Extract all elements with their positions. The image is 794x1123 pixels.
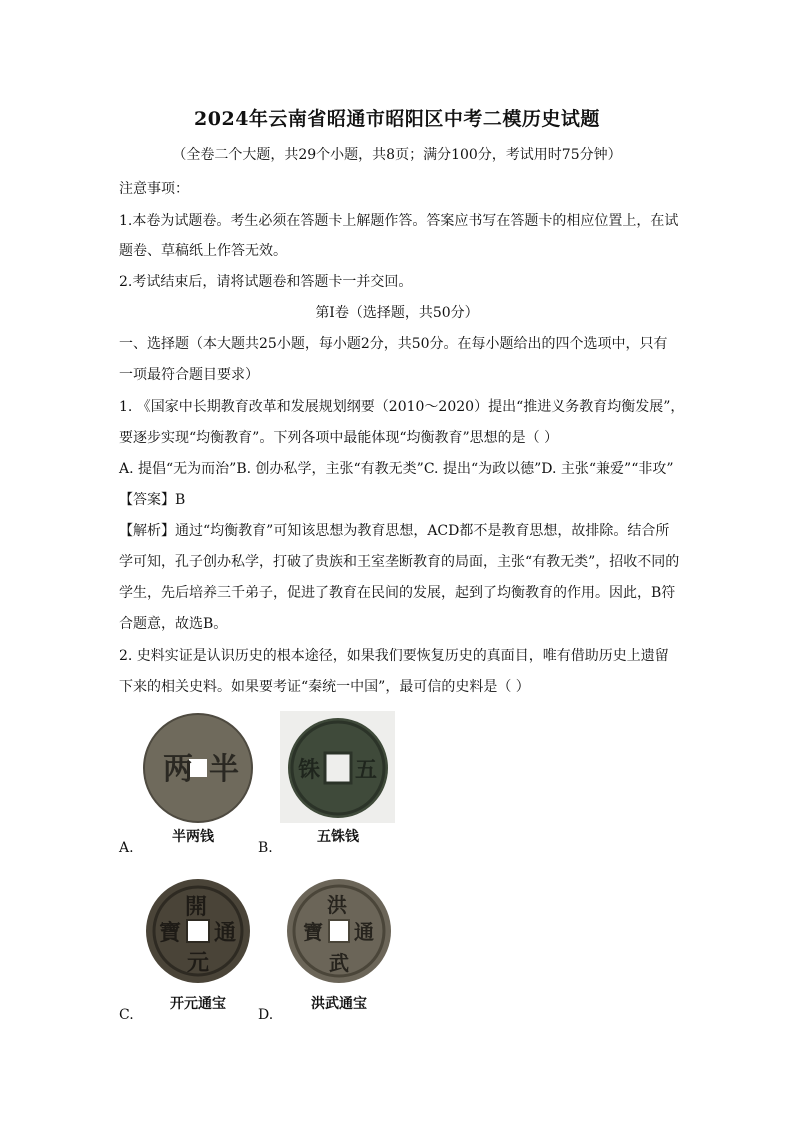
question-1-line-2: 要逐步实现“均衡教育”。下列各项中最能体现“均衡教育”思想的是（ ） [119, 430, 559, 446]
notice-2: 2.考试结束后，请将试题卷和答题卡一并交回。 [119, 274, 413, 290]
coin-char: 五 [355, 757, 378, 783]
coin-image-wu-zhu [283, 713, 393, 823]
coin-char: 開 [185, 894, 208, 920]
part-title: 第Ⅰ卷（选择题，共50分） [315, 305, 479, 321]
coin-char: 通 [214, 920, 237, 946]
coin-char: 元 [187, 950, 210, 976]
notice-1-line-2: 题卷、草稿纸上作答无效。 [119, 243, 287, 259]
coin-image-kai-yuan [143, 876, 253, 986]
notice-heading: 注意事项： [119, 181, 189, 197]
question-2-line-1: 2. 史料实证是认识历史的根本途径，如果我们要恢复历史的真面目，唯有借助历史上遗留 [119, 648, 669, 664]
coin-char: 通 [354, 920, 374, 944]
coin-square-hole [329, 920, 349, 942]
coin-char: 武 [329, 951, 349, 975]
notice-1-line-1: 1.本卷为试题卷。考生必须在答题卡上解题作答。答案应书写在答题卡的相应位置上，在试 [119, 213, 679, 229]
option-d-letter: D. [258, 1007, 274, 1023]
question-1-analysis-line-2: 学可知，孔子创办私学，打破了贵族和王室垄断教育的局面，主张“有教无类”，招收不同的 [119, 554, 680, 570]
section-heading-line-2: 一项最符合题目要求） [119, 367, 259, 383]
coin-square-hole [325, 753, 351, 783]
question-1-options: A. 提倡“无为而治”B. 创办私学，主张“有教无类”C. 提出“为政以德”D. 主张“兼爱”“非攻” [119, 461, 674, 477]
coin-square-hole [187, 920, 209, 942]
section-heading-line-1: 一、选择题（本大题共25小题，每小题2分，共50分。在每小题给出的四个选项中，只有 [119, 336, 668, 352]
question-2-line-2: 下来的相关史料。如果要考证“秦统一中国”，最可信的史料是（ ） [119, 679, 530, 695]
option-c-letter: C. [119, 1007, 134, 1023]
coin-image-hong-wu [284, 876, 394, 986]
option-b-letter: B. [258, 840, 273, 856]
page-title: 2024年云南省昭通市昭阳区中考二模历史试题 [194, 108, 600, 130]
question-1-answer: 【答案】B [119, 492, 186, 508]
coin-char: 洪 [327, 893, 347, 917]
exam-info: （全卷二个大题，共29个小题，共8页；满分100分，考试用时75分钟） [172, 147, 622, 163]
option-a-letter: A. [119, 840, 134, 856]
question-1-analysis-line-3: 学生，先后培养三千弟子，促进了教育在民间的发展，起到了均衡教育的作用。因此，B符 [119, 585, 676, 601]
option-d-caption: 洪武通宝 [311, 996, 367, 1012]
coin-char: 寶 [303, 920, 323, 944]
question-1-line-1: 1. 《国家中长期教育改革和发展规划纲要（2010～2020）提出“推进义务教育均衡发展”， [119, 399, 685, 415]
question-1-analysis-line-1: 【解析】通过“均衡教育”可知该思想为教育思想，ACD都不是教育思想，故排除。结合所 [119, 523, 670, 539]
question-1-analysis-line-4: 合题意，故选B。 [119, 616, 228, 632]
option-a-caption: 半两钱 [172, 829, 214, 845]
coin-char: 铢 [298, 757, 321, 783]
coin-char: 寶 [159, 920, 182, 946]
coin-char: 半 [209, 752, 239, 787]
option-c-caption: 开元通宝 [170, 996, 226, 1012]
coin-image-ban-liang [141, 711, 255, 825]
coin-char: 两 [163, 752, 193, 787]
option-b-caption: 五铢钱 [317, 829, 359, 845]
